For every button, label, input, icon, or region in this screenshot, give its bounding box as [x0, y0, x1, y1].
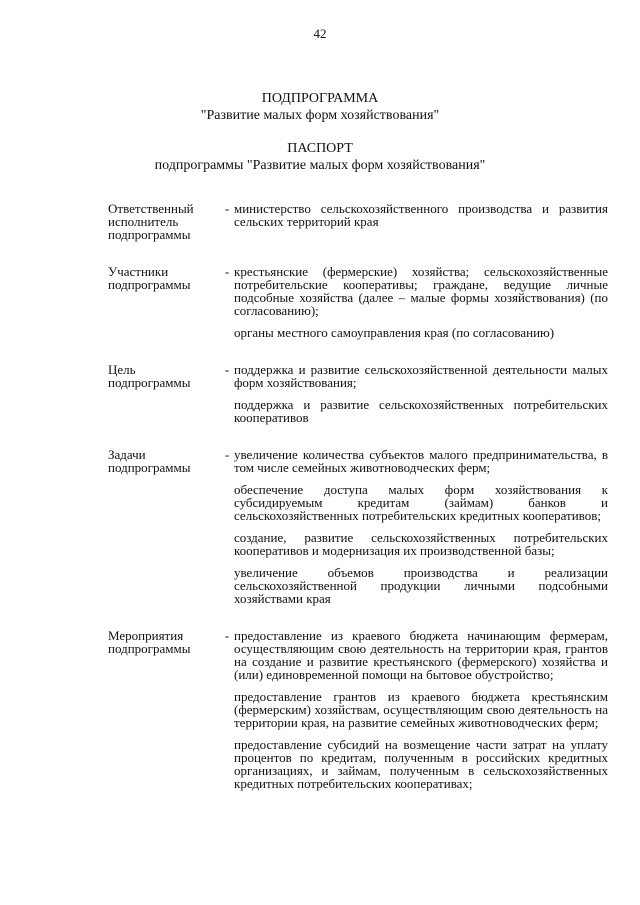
row-dash: - [224, 201, 230, 216]
row-paragraph: крестьянские (фермерские) хозяйства; сельскохозяйственные потребительские кооперативы; граждане, ведущие личные подсобные хозяйства (далее – малые формы хозяйствования) (по согласованию); [234, 264, 608, 318]
subprogram-heading [0, 90, 640, 124]
row-content [234, 629, 608, 790]
passport-heading [0, 140, 640, 174]
row-paragraph: министерство сельскохозяйственного производства и развития сельских территорий края [234, 201, 608, 229]
row-paragraph: предоставление субсидий на возмещение части затрат на уплату процентов по кредитам, полученным в российских кредитных организациях, и займам, полученным в сельскохозяйственных кредитных потребительских кооперативах; [234, 737, 608, 791]
subprogram-title: ПОДПРОГРАММА [261, 91, 379, 106]
row-activities [108, 629, 608, 790]
row-paragraph: поддержка и развитие сельскохозяйственной деятельности малых форм хозяйствования; [234, 362, 608, 390]
row-content [234, 448, 608, 605]
row-label: Участники подпрограммы [108, 264, 191, 292]
row-paragraph: обеспечение доступа малых форм хозяйствования к субсидируемым кредитам (займам) банков и сельскохозяйственных потребительских кредитных кооперативов; [234, 482, 608, 523]
row-content [234, 202, 608, 241]
row-responsible [108, 202, 608, 241]
row-content [234, 265, 608, 339]
passport-subtitle: подпрограммы "Развитие малых форм хозяйствования" [154, 158, 486, 173]
row-paragraph: органы местного самоуправления края (по согласованию) [234, 325, 555, 340]
row-paragraph: предоставление из краевого бюджета начинающим фермерам, осуществляющим свою деятельность на территории края, грантов на создание и развитие крестьянского (фермерского) хозяйства и (или) единовременной помощи на бытовое обустройство; [234, 628, 608, 682]
row-label: Ответственный исполнитель подпрограммы [108, 201, 194, 242]
row-dash: - [224, 447, 230, 462]
row-dash: - [224, 362, 230, 377]
row-participants [108, 265, 608, 339]
subprogram-name: "Развитие малых форм хозяйствования" [200, 108, 440, 123]
row-tasks [108, 448, 608, 605]
passport-table [108, 202, 608, 814]
row-paragraph: создание, развитие сельскохозяйственных потребительских кооперативов и модернизация их производственной базы; [234, 530, 608, 558]
row-dash: - [224, 628, 230, 643]
page-number: 42 [313, 26, 327, 41]
row-dash: - [224, 264, 230, 279]
row-label: Мероприятия подпрограммы [108, 628, 191, 656]
row-paragraph: предоставление грантов из краевого бюджета крестьянским (фермерским) хозяйствам, осуществляющим свою деятельность на территории края, на развитие семейных животноводческих ферм; [234, 689, 608, 730]
passport-title: ПАСПОРТ [287, 141, 353, 156]
row-paragraph: увеличение количества субъектов малого предпринимательства, в том числе семейных животноводческих ферм; [234, 447, 608, 475]
row-paragraph: увеличение объемов производства и реализации сельскохозяйственной продукции личными подсобными хозяйствами края [234, 565, 608, 606]
row-goal [108, 363, 608, 424]
row-label: Задачи подпрограммы [108, 447, 191, 475]
row-paragraph: поддержка и развитие сельскохозяйственных потребительских кооперативов [234, 397, 608, 425]
row-label: Цель подпрограммы [108, 362, 191, 390]
row-content [234, 363, 608, 424]
